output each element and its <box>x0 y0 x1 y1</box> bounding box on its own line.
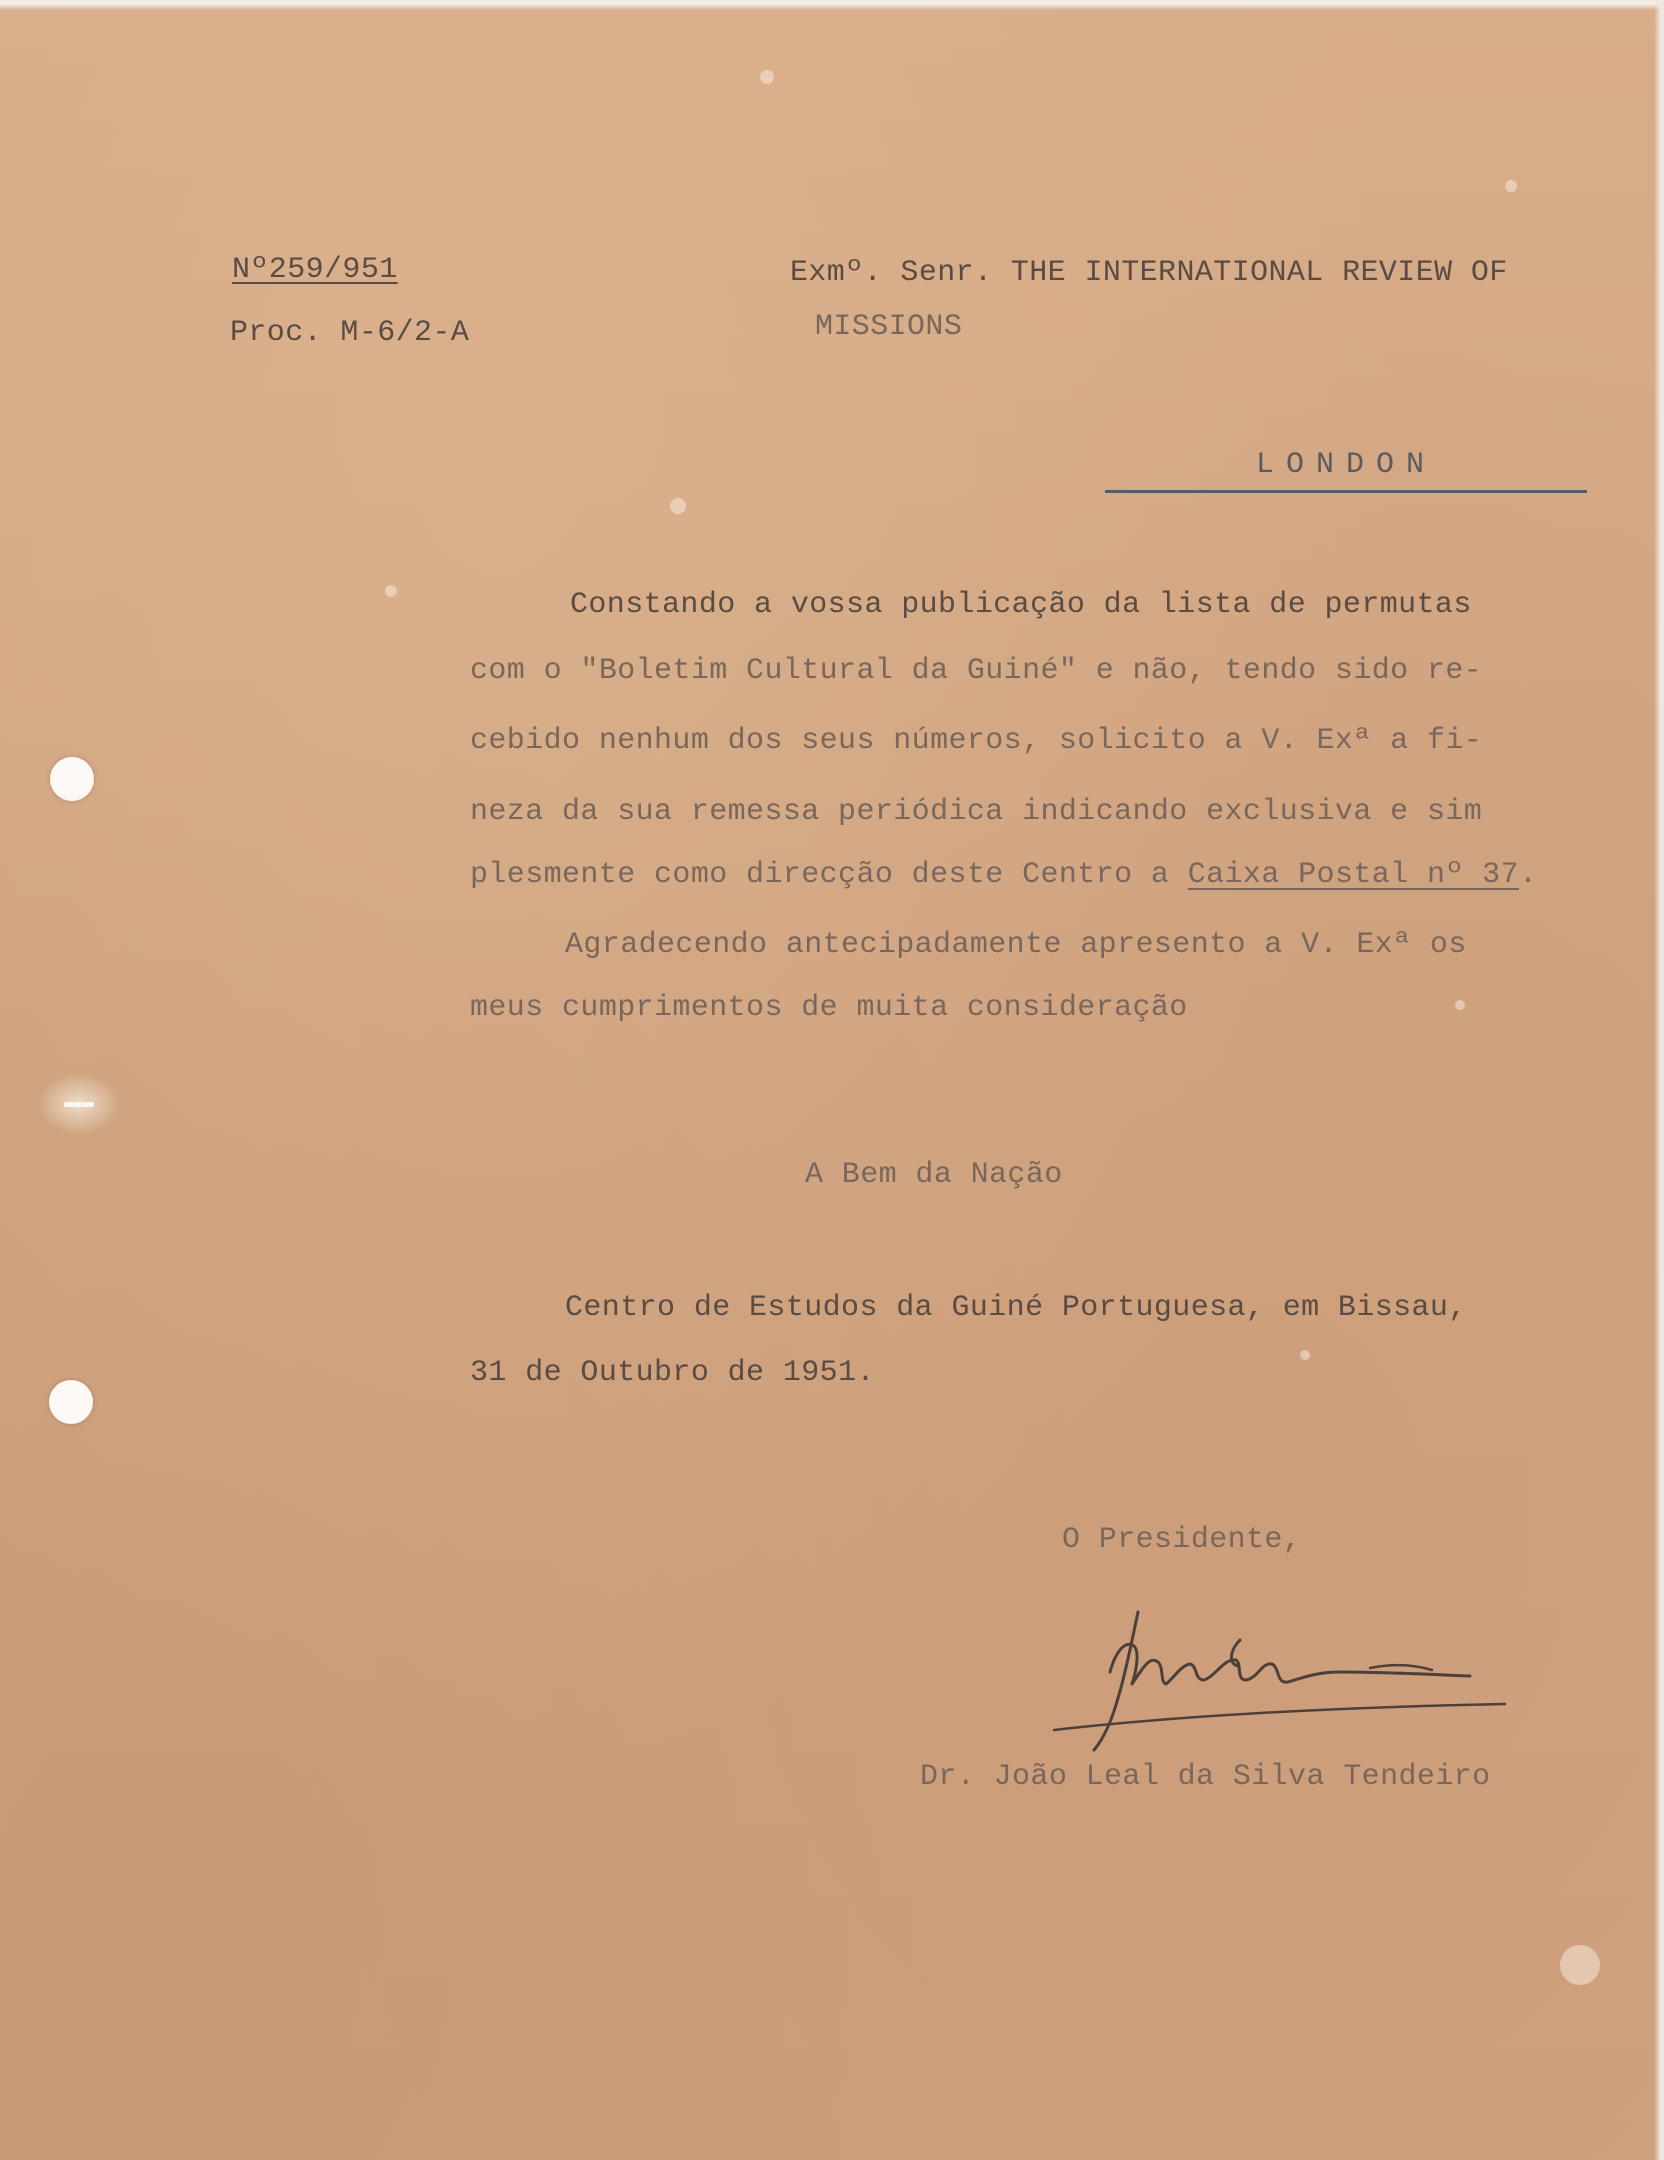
recipient-line-2: MISSIONS <box>815 310 963 344</box>
paper-speck <box>1455 1000 1465 1010</box>
paper-speck <box>1505 180 1517 192</box>
body-line-2: com o "Boletim Cultural da Guiné" e não, tendo sido re- <box>470 654 1483 688</box>
recipient-line-1: Exmº. Senr. THE INTERNATIONAL REVIEW OF <box>790 256 1508 290</box>
reference-number: Nº259/951 <box>232 253 398 287</box>
recipient-city: LONDON <box>1105 448 1587 493</box>
body-line-1: Constando a vossa publicação da lista de permutas <box>570 588 1472 622</box>
punch-hole-lower <box>49 1380 93 1424</box>
closing-line-2: meus cumprimentos de muita consideração <box>470 991 1188 1025</box>
page-right-edge <box>1654 0 1664 2160</box>
page-top-edge <box>0 0 1664 10</box>
paper-clip-mark <box>40 1075 118 1133</box>
signer-title: O Presidente, <box>1062 1523 1302 1557</box>
signer-name: Dr. João Leal da Silva Tendeiro <box>920 1760 1491 1794</box>
paper-speck <box>1300 1350 1310 1360</box>
punch-hole-upper <box>50 757 94 801</box>
postal-address: Caixa Postal nº 37 <box>1187 858 1519 892</box>
closing-line-1: Agradecendo antecipadamente apresento a V. Exª os <box>565 928 1467 962</box>
handwritten-signature <box>1040 1580 1520 1760</box>
place-date-line-2: 31 de Outubro de 1951. <box>470 1356 875 1390</box>
body-line-5-text: plesmente como direcção deste Centro a <box>470 858 1188 892</box>
process-number: Proc. M-6/2-A <box>230 316 470 350</box>
place-date-line-1: Centro de Estudos da Guiné Portuguesa, em Bissau, <box>565 1291 1467 1325</box>
body-line-4: neza da sua remessa periódica indicando exclusiva e sim <box>470 795 1483 829</box>
body-line-5 <box>470 860 1537 890</box>
paper-speck <box>1560 1945 1600 1985</box>
body-line-3: cebido nenhum dos seus números, solicito a V. Exª a fi- <box>470 724 1483 758</box>
paper-speck <box>760 70 774 84</box>
salutation: A Bem da Nação <box>805 1158 1063 1192</box>
paper-speck <box>385 585 397 597</box>
postal-address-suffix: . <box>1518 858 1538 892</box>
paper-speck <box>670 498 686 514</box>
